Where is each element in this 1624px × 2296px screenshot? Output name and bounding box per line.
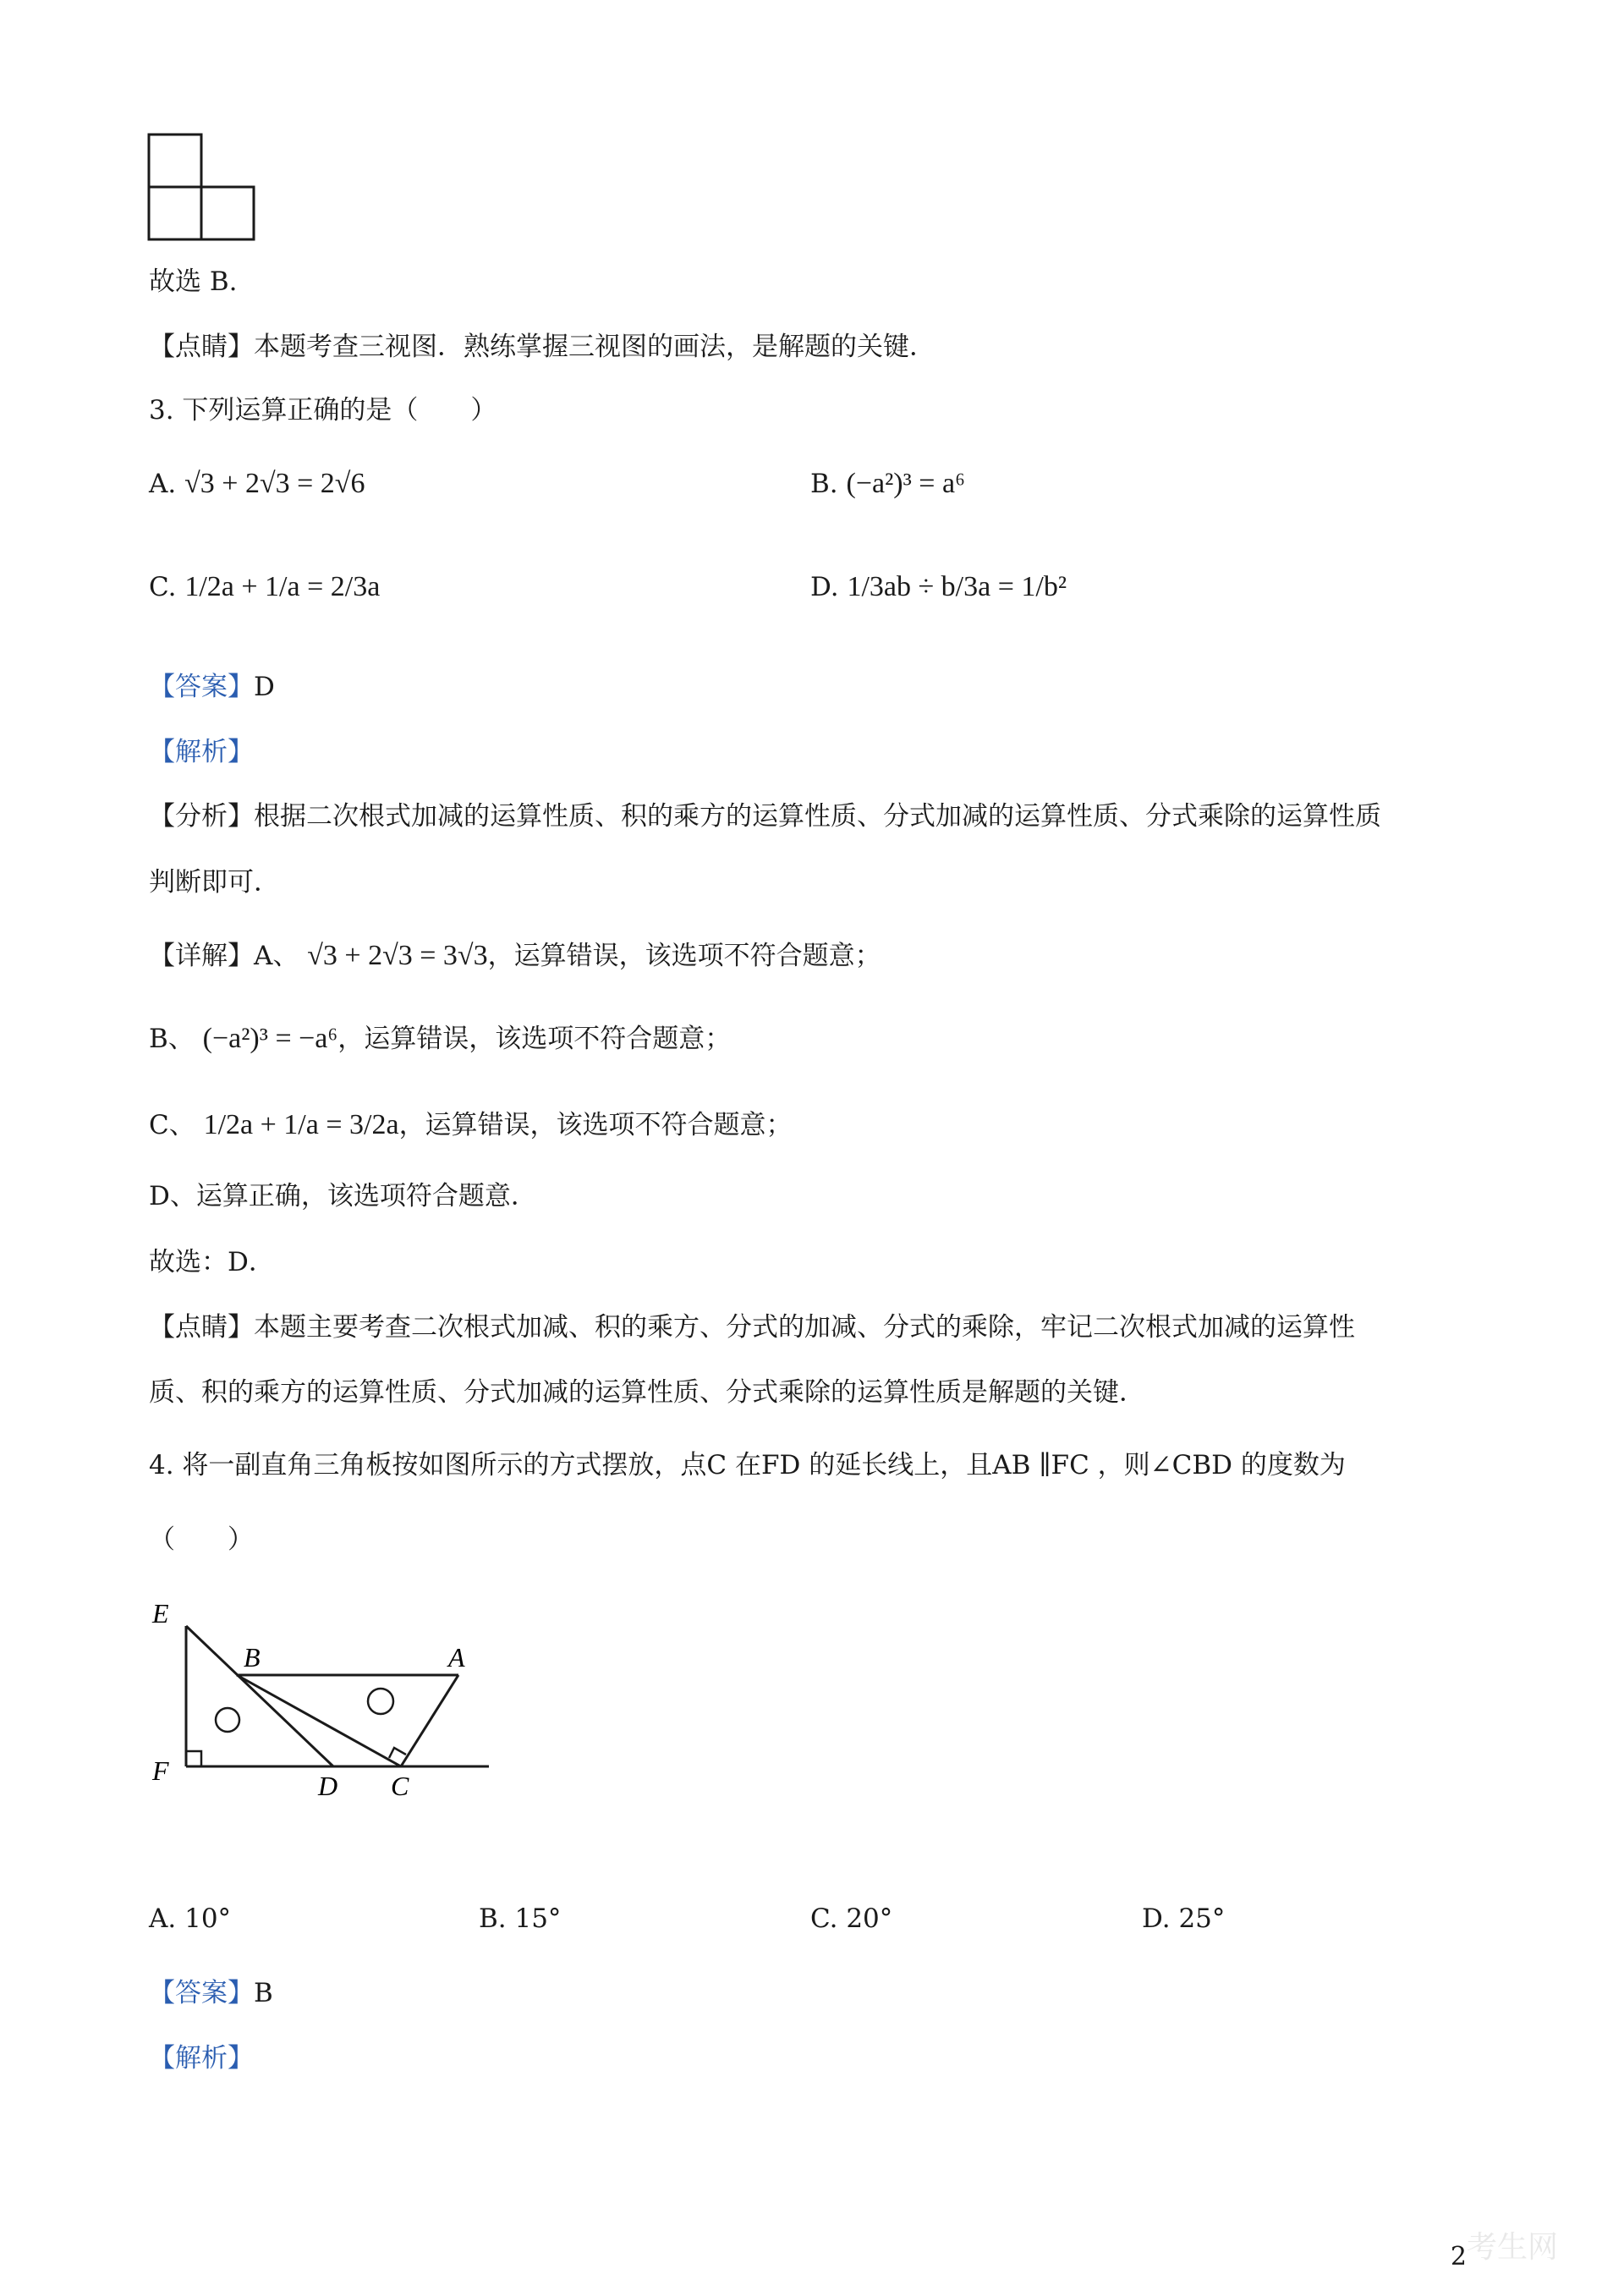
q3-detail-c-expr: 1/2a + 1/a = 3/2a <box>203 1109 399 1140</box>
view-square-bottom-left <box>149 187 201 239</box>
q4-answer <box>149 1976 273 2010</box>
q3-fenxi-text-2: 判断即可． <box>149 867 280 898</box>
q3-comment <box>149 1310 1355 1344</box>
circle-left-triangle <box>216 1708 239 1732</box>
q3-answer-value: D <box>254 672 275 702</box>
q3-stem: 3. 下列运算正确的是（ ） <box>149 395 497 426</box>
q3-detail-b-expr: (−a²)³ = −a⁶ <box>202 1023 338 1054</box>
q3-comment-text-1: 本题主要考查二次根式加减、积的乘方、分式的加减、分式的乘除，牢记二次根式加减的运算性 <box>254 1312 1355 1343</box>
q3-detail-tag: 【详解】 <box>149 941 254 971</box>
label-c: C <box>391 1771 409 1801</box>
q3-detail-a-expr: √3 + 2√3 = 3√3 <box>307 940 488 971</box>
q4-option-b: B. 15° <box>479 1903 562 1934</box>
q3-option-c-expr: 1/2a + 1/a = 2/3a <box>184 571 381 602</box>
q3-option-a-label: A. <box>149 469 177 499</box>
q4-triangle-figure <box>144 1590 499 1802</box>
q3-option-c-label: C. <box>149 572 177 602</box>
q3-analysis-tag: 【解析】 <box>149 737 254 767</box>
q3-detail-d: D、运算正确，该选项符合题意． <box>149 1181 537 1211</box>
watermark-logo: 考生网 <box>1467 2229 1559 2264</box>
q3-option-d-label: D. <box>810 572 839 602</box>
q3-fenxi-tag: 【分析】 <box>149 801 254 832</box>
label-a: A <box>448 1642 465 1673</box>
circle-right-triangle <box>368 1689 393 1714</box>
q3-detail-a-pre: A、 <box>254 941 299 971</box>
q3-detail-c-pre: C、 <box>149 1110 195 1140</box>
q2-comment <box>149 330 935 364</box>
q3-detail-c <box>149 1108 793 1142</box>
q3-option-a <box>149 468 365 500</box>
q4-option-a: A. 10° <box>149 1903 232 1934</box>
q4-stem-2: （ ） <box>149 1524 254 1555</box>
q3-detail-c-post: ，运算错误，该选项不符合题意； <box>398 1110 793 1140</box>
q2-conclusion: 故选 B. <box>149 266 238 297</box>
label-f: F <box>152 1755 169 1786</box>
q3-detail-b <box>149 1022 731 1056</box>
q2-comment-tag: 【点睛】 <box>149 332 254 362</box>
q4-stem-1: 4. 将一副直角三角板按如图所示的方式摆放，点C 在FD 的延长线上，且AB ∥FC ，则∠CBD 的度数为 <box>149 1450 1346 1480</box>
q3-answer <box>149 670 275 704</box>
q3-answer-tag: 【答案】 <box>149 672 254 702</box>
q3-option-b-expr: (−a²)³ = a⁶ <box>846 468 965 499</box>
q3-comment-text-2: 质、积的乘方的运算性质、分式加减的运算性质、分式乘除的运算性质是解题的关键． <box>149 1377 1145 1408</box>
view-square-top <box>149 135 201 187</box>
q4-analysis-tag: 【解析】 <box>149 2043 254 2074</box>
q3-conclusion: 故选：D． <box>149 1247 275 1277</box>
q3-option-a-expr: √3 + 2√3 = 2√6 <box>184 468 365 499</box>
q3-fenxi-text-1: 根据二次根式加减的运算性质、积的乘方的运算性质、分式加减的运算性质、分式乘除的运算性质 <box>254 801 1381 832</box>
label-b: B <box>244 1642 261 1673</box>
three-view-figure <box>145 131 264 243</box>
q3-detail-a <box>149 939 881 973</box>
right-angle-mark-c <box>389 1748 406 1758</box>
q4-option-d: D. 25° <box>1142 1903 1226 1934</box>
q2-comment-text: 本题考查三视图．熟练掌握三视图的画法，是解题的关键． <box>254 332 935 362</box>
label-e: E <box>152 1598 169 1629</box>
q3-option-c <box>149 571 380 603</box>
label-d: D <box>318 1771 338 1801</box>
q3-option-b <box>810 468 965 500</box>
q4-option-c: C. 20° <box>810 1903 893 1934</box>
q3-comment-tag: 【点睛】 <box>149 1312 254 1343</box>
q3-detail-b-pre: B、 <box>149 1024 195 1054</box>
view-square-bottom-right <box>201 187 254 239</box>
q3-option-d-expr: 1/3ab ÷ b/3a = 1/b² <box>847 571 1067 602</box>
q4-answer-tag: 【答案】 <box>149 1978 254 2008</box>
q3-detail-b-post: ，运算错误，该选项不符合题意； <box>337 1024 732 1054</box>
q3-option-b-label: B. <box>810 469 838 499</box>
q4-answer-value: B <box>254 1978 273 2008</box>
q3-option-d <box>810 571 1067 603</box>
page-number: 2 <box>1450 2242 1467 2271</box>
q3-fenxi <box>149 799 1381 833</box>
right-angle-mark-f <box>186 1751 201 1766</box>
edge-ac <box>401 1675 458 1766</box>
q3-detail-a-post: ，运算错误，该选项不符合题意； <box>487 941 881 971</box>
